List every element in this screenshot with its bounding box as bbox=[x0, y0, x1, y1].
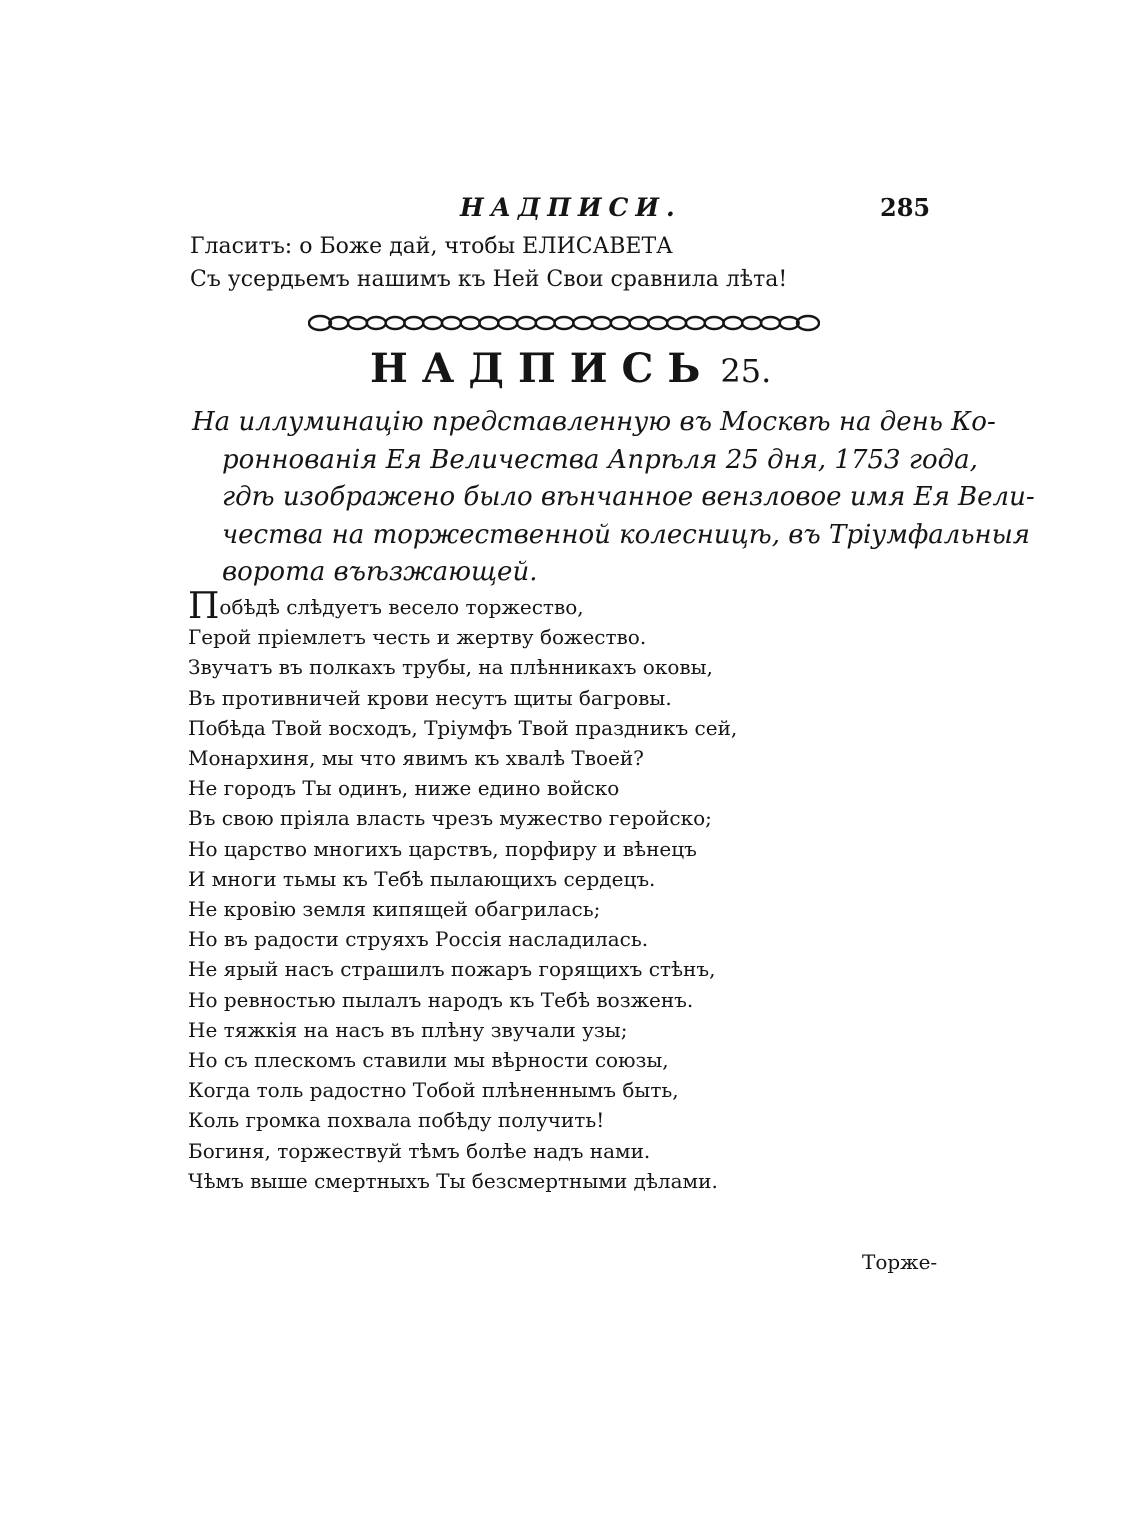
ornament-link bbox=[648, 317, 667, 329]
poem-line: Звучатъ въ полкахъ трубы, на плѣнникахъ оковы, bbox=[188, 655, 713, 680]
poem-line: Когда толь радостно Тобой плѣненнымъ быть, bbox=[188, 1078, 679, 1103]
ornament-link bbox=[797, 316, 819, 330]
ornament-link bbox=[479, 317, 498, 329]
ornament-link bbox=[573, 317, 592, 329]
poem-body bbox=[188, 586, 908, 1196]
ornament-link bbox=[461, 317, 480, 329]
poem-line: Коль громка похвала побѣду получить! bbox=[188, 1108, 605, 1133]
first-line-text: обѣдѣ слѣдуетъ весело торжество, bbox=[219, 595, 584, 619]
poem-heading bbox=[370, 345, 771, 392]
ornament-link bbox=[423, 317, 442, 329]
ornamental-divider bbox=[308, 312, 820, 334]
poem-subtitle bbox=[192, 404, 1035, 592]
poem-line: Но царство многихъ царствъ, порфиру и вѣнецъ bbox=[188, 836, 697, 861]
ornament-link bbox=[742, 317, 761, 329]
ornament-link bbox=[705, 317, 724, 329]
poem-line: Не ярый насъ страшилъ пожаръ горящихъ стѣнъ, bbox=[188, 957, 716, 982]
running-head: НАДПИСИ. bbox=[460, 193, 682, 222]
ornament-link bbox=[442, 317, 461, 329]
ornament-link bbox=[404, 317, 423, 329]
ornament-link bbox=[386, 317, 405, 329]
poem-line: Не тяжкія на насъ въ плѣну звучали узы; bbox=[188, 1017, 628, 1042]
subtitle-line: На иллуминацію представленную въ Москвѣ на день Ко- bbox=[192, 407, 996, 437]
ornament-link bbox=[348, 317, 367, 329]
poem-line: Въ свою пріяла власть чрезъ мужество геройско; bbox=[188, 806, 712, 831]
ornament-link bbox=[309, 316, 331, 330]
ornament-link bbox=[723, 317, 742, 329]
intro-line: Гласитъ: о Боже дай, чтобы ЕЛИСАВЕТА bbox=[190, 234, 673, 259]
poem-line: Побѣда Твой восходъ, Тріумфъ Твой праздникъ сей, bbox=[188, 715, 738, 740]
poem-line: Монархиня, мы что явимъ къ хвалѣ Твоей? bbox=[188, 746, 644, 771]
ornament-link bbox=[611, 317, 630, 329]
poem-line: Богиня, торжествуй тѣмъ болѣе надъ нами. bbox=[188, 1138, 651, 1163]
heading-number: 25. bbox=[720, 352, 772, 390]
previous-poem-ending bbox=[190, 230, 910, 296]
ornament-link bbox=[761, 317, 780, 329]
ornament-link bbox=[667, 317, 686, 329]
ornament-link bbox=[517, 317, 536, 329]
intro-line: Съ усердьемъ нашимъ къ Ней Свои сравнила лѣта! bbox=[190, 267, 788, 292]
poem-line: Въ противничей крови несутъ щиты багровы. bbox=[188, 685, 672, 710]
drop-cap: П bbox=[188, 586, 220, 627]
subtitle-line: роннованія Ея Величества Апрѣля 25 дня, 1753 года, bbox=[222, 444, 978, 475]
ornament-link bbox=[592, 317, 611, 329]
poem-line: Чѣмъ выше смертныхъ Ты безсмертными дѣлами. bbox=[188, 1168, 718, 1193]
poem-line: Герой пріемлетъ честь и жертву божество. bbox=[188, 625, 647, 650]
poem-line: Не городъ Ты одинъ, ниже едино войско bbox=[188, 776, 620, 801]
ornament-link bbox=[498, 317, 517, 329]
ornament-link bbox=[536, 317, 555, 329]
poem-line: Но въ радости струяхъ Россія насладилась. bbox=[188, 927, 649, 952]
catchword: Торже- bbox=[862, 1250, 938, 1274]
poem-line-first bbox=[188, 586, 908, 627]
poem-line: Но ревностью пылалъ народъ къ Тебѣ возженъ. bbox=[188, 987, 694, 1012]
subtitle-line: ворота въѣзжающей. bbox=[222, 557, 538, 587]
ornament-link bbox=[630, 317, 649, 329]
poem-line: Не кровію земля кипящей обагрилась; bbox=[188, 897, 601, 922]
subtitle-line: чества на торжественной колесницѣ, въ Тріумфальныя bbox=[222, 519, 1031, 550]
page-number: 285 bbox=[880, 193, 931, 222]
ornament-link bbox=[686, 317, 705, 329]
poem-line: И многи тьмы къ Тебѣ пылающихъ сердецъ. bbox=[188, 866, 656, 891]
ornament-link bbox=[555, 317, 574, 329]
poem-line: Но съ плескомъ ставили мы вѣрности союзы, bbox=[188, 1048, 669, 1073]
heading-title: НАДПИСЬ bbox=[370, 345, 715, 392]
ornament-link bbox=[367, 317, 386, 329]
subtitle-line: гдѣ изображено было вѣнчанное вензловое имя Ея Вели- bbox=[222, 482, 1035, 512]
